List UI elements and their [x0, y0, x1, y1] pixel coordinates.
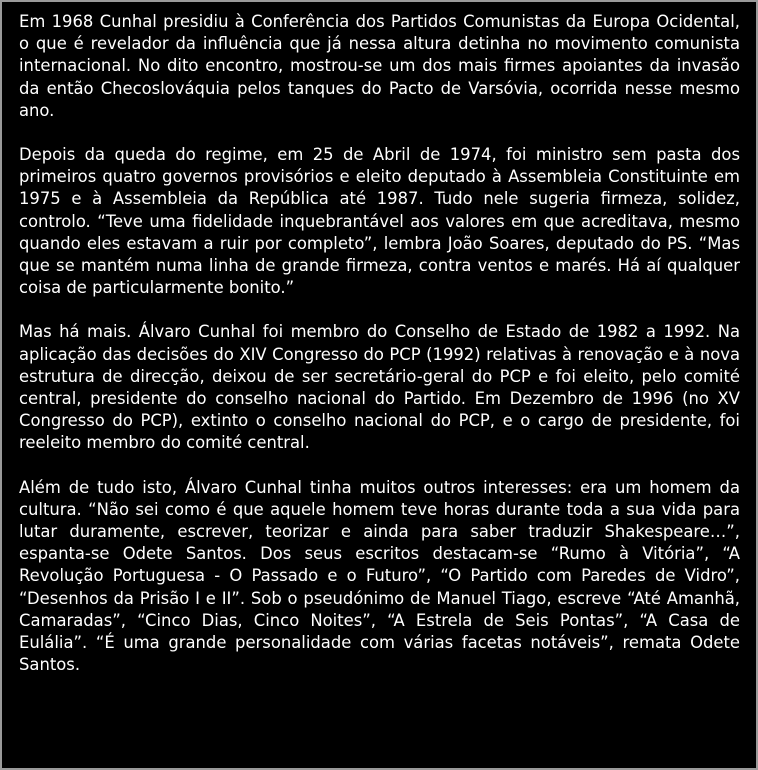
- paragraph-1: Em 1968 Cunhal presidiu à Conferência dos Partidos Comunistas da Europa Ocidental, o que é revelador da influência que já nessa altura detinha no movimento comunista internacional. No dito encontro, mostrou-se um dos mais firmes apoiantes da invasão da então Checoslováquia pelos tanques do Pacto de Varsóvia, ocorrida nesse mesmo ano.: [19, 12, 740, 120]
- paragraph-2: Depois da queda do regime, em 25 de Abril de 1974, foi ministro sem pasta dos primeiros quatro governos provisórios e eleito deputado à Assembleia Constituinte em 1975 e à Assembleia da República até 1987. Tudo nele sugeria firmeza, solidez, controlo. “Teve uma fidelidade inquebrantável aos valores em que acreditava, mesmo quando eles estavam a ruir por completo”, lembra João Soares, deputado do PS. “Mas que se mantém numa linha de grande firmeza, contra ventos e marés. Há aí qualquer coisa de particularmente bonito.”: [19, 145, 740, 298]
- paragraph-3: Mas há mais. Álvaro Cunhal foi membro do Conselho de Estado de 1982 a 1992. Na aplicação das decisões do XIV Congresso do PCP (1992) relativas à renovação e à nova estrutura de direcção, deixou de ser secretário-geral do PCP e foi eleito, pelo comité central, presidente do conselho nacional do Partido. Em Dezembro de 1996 (no XV Congresso do PCP), extinto o conselho nacional do PCP, e o cargo de presidente, foi reeleito membro do comité central.: [19, 322, 740, 453]
- paragraph-4: Além de tudo isto, Álvaro Cunhal tinha muitos outros interesses: era um homem da cultura. “Não sei como é que aquele homem teve horas durante toda a sua vida para lutar duramente, escrever, teorizar e ainda para saber traduzir Shakespeare…”, espanta-se Odete Santos. Dos seus escritos destacam-se “Rumo à Vitória”, “A Revolução Portuguesa - O Passado e o Futuro”, “O Partido com Paredes de Vidro”, “Desenhos da Prisão I e II”. Sob o pseudónimo de Manuel Tiago, escreve “Até Amanhã, Camaradas”, “Cinco Dias, Cinco Noites”, “A Estrela de Seis Pontas”, “A Casa de Eulália”. “É uma grande personalidade com várias facetas notáveis”, remata Odete Santos.: [19, 477, 740, 675]
